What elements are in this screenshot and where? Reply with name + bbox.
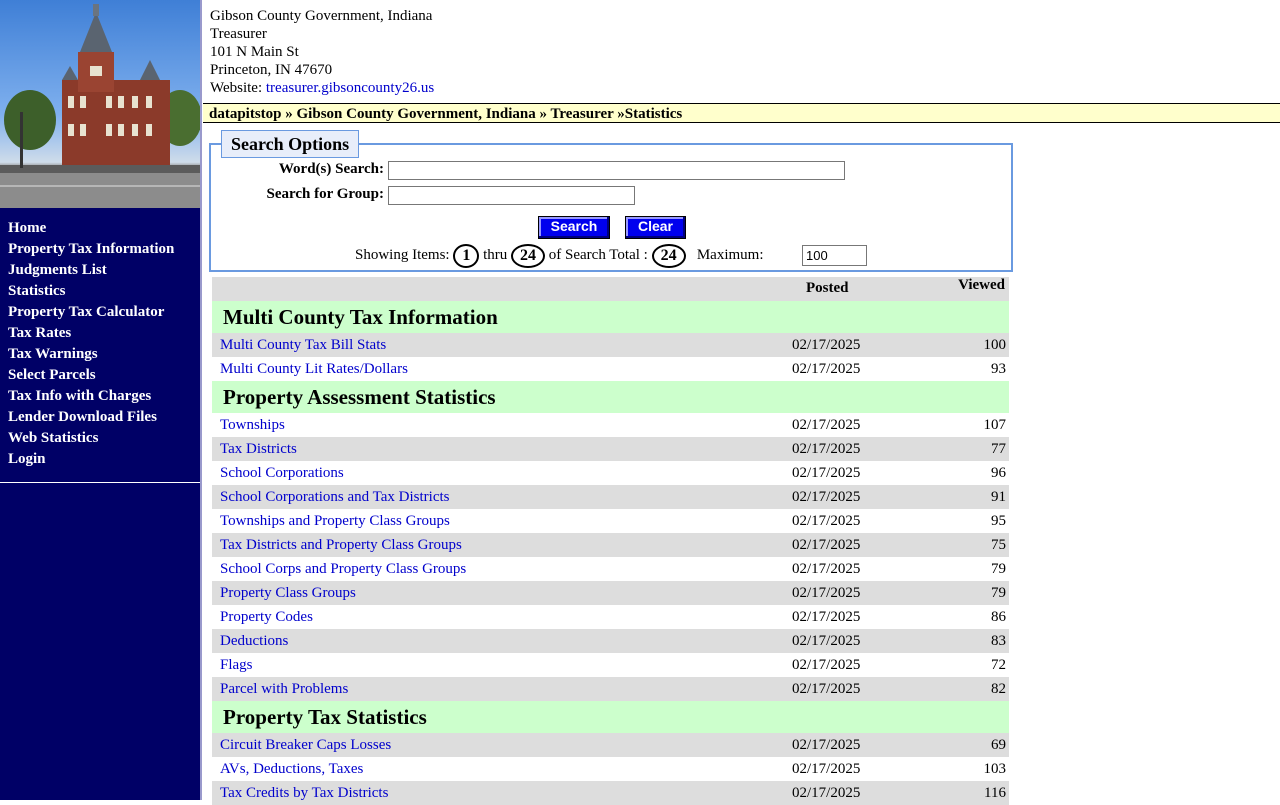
words-search-label: Word(s) Search: bbox=[278, 161, 384, 177]
row-date: 02/17/2025 bbox=[792, 537, 861, 553]
clear-button[interactable]: Clear bbox=[625, 216, 686, 239]
nav-property-tax-calculator[interactable]: Property Tax Calculator bbox=[8, 304, 165, 320]
row-views: 116 bbox=[984, 785, 1006, 801]
row-views: 77 bbox=[991, 441, 1006, 457]
row-date: 02/17/2025 bbox=[792, 361, 861, 377]
nav-select-parcels[interactable]: Select Parcels bbox=[8, 367, 96, 383]
row-date: 02/17/2025 bbox=[792, 561, 861, 577]
row-link[interactable]: Tax Districts bbox=[220, 441, 297, 457]
group-header: Multi County Tax Information bbox=[212, 301, 1009, 333]
row-link[interactable]: Tax Districts and Property Class Groups bbox=[220, 537, 462, 553]
table-row bbox=[212, 733, 1009, 757]
result-total-badge: 24 bbox=[652, 244, 686, 268]
row-views: 95 bbox=[991, 513, 1006, 529]
row-link[interactable]: School Corporations bbox=[220, 465, 344, 481]
search-options-legend: Search Options bbox=[221, 130, 359, 158]
row-link[interactable]: Townships bbox=[220, 417, 285, 433]
result-to-badge: 24 bbox=[511, 244, 545, 268]
row-link[interactable]: Circuit Breaker Caps Losses bbox=[220, 737, 392, 753]
nav-tax-rates[interactable]: Tax Rates bbox=[8, 325, 72, 341]
group-search-input[interactable] bbox=[388, 186, 635, 205]
statistics-table bbox=[212, 277, 1009, 805]
row-views: 79 bbox=[991, 585, 1006, 601]
table-row bbox=[212, 629, 1009, 653]
row-views: 103 bbox=[983, 761, 1006, 777]
maximum-label: Maximum: bbox=[696, 247, 764, 263]
row-views: 83 bbox=[991, 633, 1006, 649]
table-row bbox=[212, 757, 1009, 781]
row-views: 93 bbox=[991, 361, 1006, 377]
nav-web-statistics[interactable]: Web Statistics bbox=[8, 430, 99, 446]
row-date: 02/17/2025 bbox=[792, 337, 861, 353]
group-header: Property Tax Statistics bbox=[212, 701, 1009, 733]
courthouse-photo bbox=[0, 0, 200, 208]
row-views: 79 bbox=[991, 561, 1006, 577]
row-date: 02/17/2025 bbox=[792, 489, 861, 505]
col-posted-header[interactable]: Posted bbox=[806, 280, 849, 296]
row-link[interactable]: Parcel with Problems bbox=[220, 681, 349, 697]
thru-label: thru bbox=[483, 247, 508, 263]
nav-tax-info-with-charges[interactable]: Tax Info with Charges bbox=[8, 388, 152, 404]
row-date: 02/17/2025 bbox=[792, 681, 861, 697]
total-label: of Search Total : bbox=[548, 247, 648, 263]
words-search-input[interactable] bbox=[388, 161, 845, 180]
row-date: 02/17/2025 bbox=[792, 609, 861, 625]
row-date: 02/17/2025 bbox=[792, 657, 861, 673]
row-views: 82 bbox=[991, 681, 1006, 697]
group-header: Property Assessment Statistics bbox=[212, 381, 1009, 413]
result-from-badge: 1 bbox=[453, 244, 479, 268]
nav-tax-warnings[interactable]: Tax Warnings bbox=[8, 346, 98, 362]
row-views: 72 bbox=[991, 657, 1006, 673]
row-views: 75 bbox=[991, 537, 1006, 553]
website-label: Website: bbox=[210, 80, 263, 96]
row-date: 02/17/2025 bbox=[792, 441, 861, 457]
row-date: 02/17/2025 bbox=[792, 737, 861, 753]
table-row bbox=[212, 357, 1009, 381]
nav-judgments-list[interactable]: Judgments List bbox=[8, 262, 107, 278]
street-address: 101 N Main St bbox=[210, 44, 299, 60]
table-row bbox=[212, 333, 1009, 357]
row-views: 91 bbox=[991, 489, 1006, 505]
breadcrumb: datapitstop » Gibson County Government, Indiana » Treasurer »Statistics bbox=[203, 103, 1280, 123]
website-line bbox=[210, 79, 434, 97]
row-views: 86 bbox=[991, 609, 1006, 625]
table-row bbox=[212, 581, 1009, 605]
nav-statistics[interactable]: Statistics bbox=[8, 283, 66, 299]
table-row bbox=[212, 413, 1009, 437]
row-link[interactable]: Multi County Lit Rates/Dollars bbox=[220, 361, 408, 377]
nav-login[interactable]: Login bbox=[8, 451, 46, 467]
city-state-zip: Princeton, IN 47670 bbox=[210, 62, 333, 78]
nav-menu bbox=[0, 208, 200, 483]
row-views: 69 bbox=[991, 737, 1006, 753]
table-row bbox=[212, 533, 1009, 557]
table-row bbox=[212, 509, 1009, 533]
row-link[interactable]: Tax Credits by Tax Districts bbox=[220, 785, 389, 801]
row-link[interactable]: Property Codes bbox=[220, 609, 313, 625]
search-button[interactable]: Search bbox=[538, 216, 610, 239]
sidebar bbox=[0, 0, 202, 800]
result-summary bbox=[355, 243, 764, 268]
nav-property-tax-information[interactable]: Property Tax Information bbox=[8, 241, 175, 257]
row-link[interactable]: Property Class Groups bbox=[220, 585, 356, 601]
table-row bbox=[212, 677, 1009, 701]
table-row bbox=[212, 485, 1009, 509]
row-date: 02/17/2025 bbox=[792, 585, 861, 601]
row-date: 02/17/2025 bbox=[792, 417, 861, 433]
nav-lender-download-files[interactable]: Lender Download Files bbox=[8, 409, 157, 425]
row-link[interactable]: Multi County Tax Bill Stats bbox=[220, 337, 387, 353]
nav-home[interactable]: Home bbox=[8, 220, 47, 236]
maximum-input[interactable] bbox=[802, 245, 867, 266]
row-date: 02/17/2025 bbox=[792, 761, 861, 777]
org-name: Gibson County Government, Indiana bbox=[210, 8, 433, 24]
col-viewed-header[interactable]: Viewed bbox=[958, 277, 1005, 293]
row-views: 107 bbox=[983, 417, 1006, 433]
row-link[interactable]: Flags bbox=[220, 657, 253, 673]
row-date: 02/17/2025 bbox=[792, 513, 861, 529]
row-views: 96 bbox=[991, 465, 1006, 481]
row-date: 02/17/2025 bbox=[792, 465, 861, 481]
table-row bbox=[212, 653, 1009, 677]
table-row bbox=[212, 605, 1009, 629]
office-address bbox=[210, 7, 434, 97]
table-row bbox=[212, 781, 1009, 805]
table-row bbox=[212, 557, 1009, 581]
row-views: 100 bbox=[983, 337, 1006, 353]
group-search-label: Search for Group: bbox=[266, 186, 384, 202]
office-name: Treasurer bbox=[210, 26, 267, 42]
row-link[interactable]: School Corporations and Tax Districts bbox=[220, 489, 450, 505]
row-link[interactable]: AVs, Deductions, Taxes bbox=[220, 761, 364, 777]
showing-label: Showing Items: bbox=[355, 247, 450, 263]
table-row bbox=[212, 461, 1009, 485]
row-link[interactable]: Deductions bbox=[220, 633, 289, 649]
row-link[interactable]: School Corps and Property Class Groups bbox=[220, 561, 467, 577]
row-date: 02/17/2025 bbox=[792, 633, 861, 649]
row-link[interactable]: Townships and Property Class Groups bbox=[220, 513, 450, 529]
table-header bbox=[212, 277, 1009, 301]
table-row bbox=[212, 437, 1009, 461]
website-link[interactable]: treasurer.gibsoncounty26.us bbox=[265, 80, 435, 96]
row-date: 02/17/2025 bbox=[792, 785, 861, 801]
